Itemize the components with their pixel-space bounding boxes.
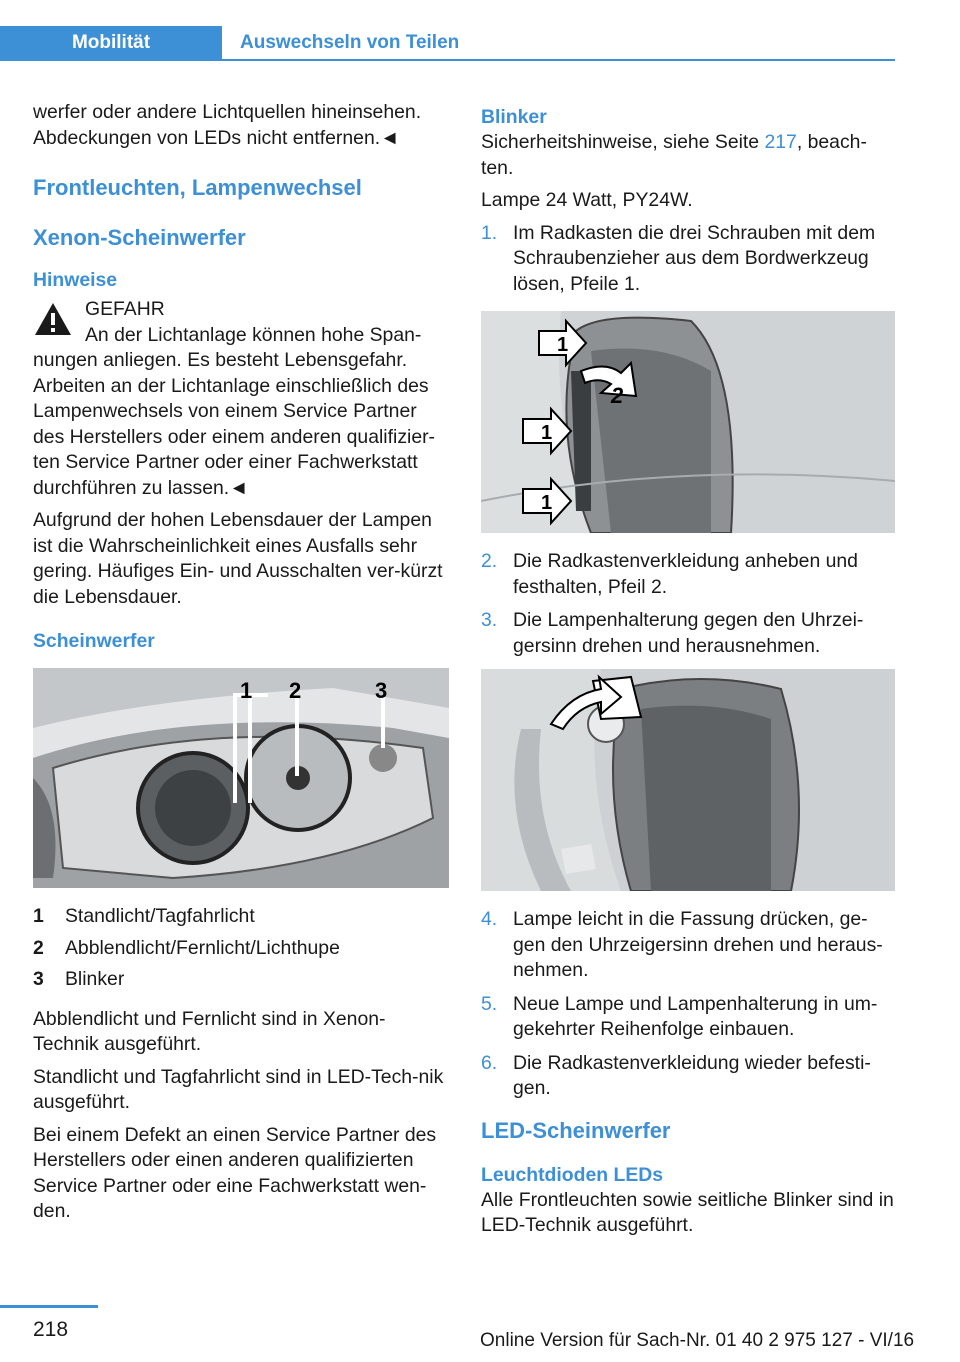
- step-item: [481, 907, 895, 984]
- step-item: [481, 549, 895, 600]
- legend-key: 1: [33, 905, 44, 927]
- step-number: 2.: [481, 550, 498, 572]
- legend-key: 3: [33, 968, 44, 990]
- left-column: [33, 100, 449, 1232]
- step-item: [481, 221, 895, 298]
- legend-row: [33, 967, 449, 993]
- safety-text-post: , beach-ten.: [481, 131, 867, 179]
- footer-version-text: Online Version für Sach-Nr. 01 40 2 975 127 - VI/16: [480, 1330, 915, 1351]
- defect-paragraph: Bei einem Defekt an einen Service Partner des Herstellers oder einen anderen qualifizierten Service Partner oder eine Fachwerkstatt wen-den.: [33, 1123, 437, 1222]
- headlight-illustration: [33, 668, 449, 888]
- page-number: 218: [33, 1318, 69, 1341]
- steps-list-a: [481, 221, 895, 298]
- step-number: 3.: [481, 609, 498, 631]
- wheelarch-figure-lampholder: [481, 669, 895, 891]
- legend-value: Standlicht/Tagfahrlicht: [65, 905, 255, 927]
- fig1-label-1c: 1: [541, 492, 553, 514]
- tab-mobilitaet[interactable]: Mobilität: [0, 26, 222, 60]
- headlight-figure: [33, 668, 449, 888]
- legend-row: [33, 904, 449, 930]
- headlight-legend: [33, 904, 449, 993]
- fig-label-2: 2: [289, 678, 302, 703]
- legend-row: [33, 936, 449, 962]
- step-text: Die Radkastenverkleidung anheben und festhalten, Pfeil 2.: [513, 550, 858, 598]
- step-text: Die Lampenhalterung gegen den Uhrzei-gersinn drehen und herausnehmen.: [513, 609, 864, 657]
- tab-auswechseln[interactable]: Auswechseln von Teilen: [240, 32, 460, 53]
- fig-label-1: 1: [240, 678, 253, 703]
- footer-divider: [0, 1305, 98, 1308]
- wheelarch-figure-screws: [481, 311, 895, 533]
- legend-value: Abblendlicht/Fernlicht/Lichthupe: [65, 936, 340, 959]
- fig1-label-1a: 1: [557, 334, 569, 356]
- warning-triangle-icon: [33, 301, 73, 337]
- step-number: 6.: [481, 1051, 498, 1074]
- intro-text: werfer oder andere Lichtquellen hineinsehen. Abdeckungen von LEDs nicht entfernen.◄: [33, 101, 422, 149]
- step-item: [481, 608, 895, 659]
- danger-notice: [33, 297, 449, 501]
- step-item: [481, 992, 895, 1043]
- section-title-frontleuchten: Frontleuchten, Lampenwechsel: [33, 175, 362, 200]
- lamp-spec: Lampe 24 Watt, PY24W.: [481, 189, 693, 211]
- step-text: Die Radkastenverkleidung wieder befesti-gen.: [513, 1051, 871, 1099]
- header-tabs: [0, 26, 477, 60]
- section-title-led: LED-Scheinwerfer: [481, 1117, 671, 1143]
- step-text: Neue Lampe und Lampenhalterung in um-gekehrter Reihenfolge einbauen.: [513, 992, 878, 1040]
- steps-list-c: [481, 907, 895, 1102]
- right-column: [481, 104, 895, 1246]
- lifetime-paragraph: Aufgrund der hohen Lebensdauer der Lampen ist die Wahrscheinlichkeit eines Ausfalls sehr gering. Häufiges Ein- und Ausschalten ver-kürzt die Lebensdauer.: [33, 509, 443, 608]
- header-divider: [0, 59, 895, 61]
- section-title-xenon: Xenon-Scheinwerfer: [33, 225, 246, 250]
- step-number: 4.: [481, 908, 498, 930]
- subheading-leuchtdioden: Leuchtdioden LEDs: [481, 1163, 664, 1186]
- led-paragraph: Standlicht und Tagfahrlicht sind in LED-Tech-nik ausgeführt.: [33, 1065, 444, 1113]
- page-link-217[interactable]: 217: [764, 131, 797, 153]
- safety-paragraph: [481, 130, 895, 181]
- subheading-blinker: Blinker: [481, 106, 547, 128]
- subheading-scheinwerfer: Scheinwerfer: [33, 630, 155, 652]
- safety-text-pre: Sicherheitshinweise, siehe Seite: [481, 131, 765, 153]
- warning-body: nungen anliegen. Es besteht Lebensgefahr. Arbeiten an der Lichtanlage einschließlich des Lampenwechsels von einem Service Partner des Herstellers oder einem anderen qualifizier-ten Service Partner oder einer Fachwerkstatt durchführen zu lassen.◄: [33, 349, 436, 499]
- step-number: 5.: [481, 992, 498, 1015]
- legend-key: 2: [33, 936, 44, 959]
- step-number: 1.: [481, 221, 498, 244]
- step-item: [481, 1051, 895, 1102]
- led-all-paragraph: Alle Frontleuchten sowie seitliche Blinker sind in LED-Technik ausgeführt.: [481, 1188, 894, 1236]
- xenon-paragraph: Abblendlicht und Fernlicht sind in Xenon-Technik ausgeführt.: [33, 1007, 386, 1055]
- fig1-label-1b: 1: [541, 422, 553, 444]
- subheading-hinweise: Hinweise: [33, 269, 118, 291]
- fig-label-3: 3: [375, 678, 388, 703]
- warning-title: GEFAHR: [85, 298, 165, 320]
- steps-list-b: [481, 549, 895, 659]
- lampholder-illustration: [481, 669, 895, 891]
- warning-line: An der Lichtanlage können hohe Span-: [85, 323, 422, 346]
- wheelarch-screws-illustration: [481, 311, 895, 533]
- step-text: Im Radkasten die drei Schrauben mit dem Schraubenzieher aus dem Bordwerkzeug lösen, Pfeile 1.: [513, 221, 876, 295]
- fig1-label-2: 2: [611, 383, 624, 408]
- legend-value: Blinker: [65, 968, 125, 990]
- step-text: Lampe leicht in die Fassung drücken, ge-gen den Uhrzeigersinn drehen und heraus-nehmen.: [513, 908, 883, 981]
